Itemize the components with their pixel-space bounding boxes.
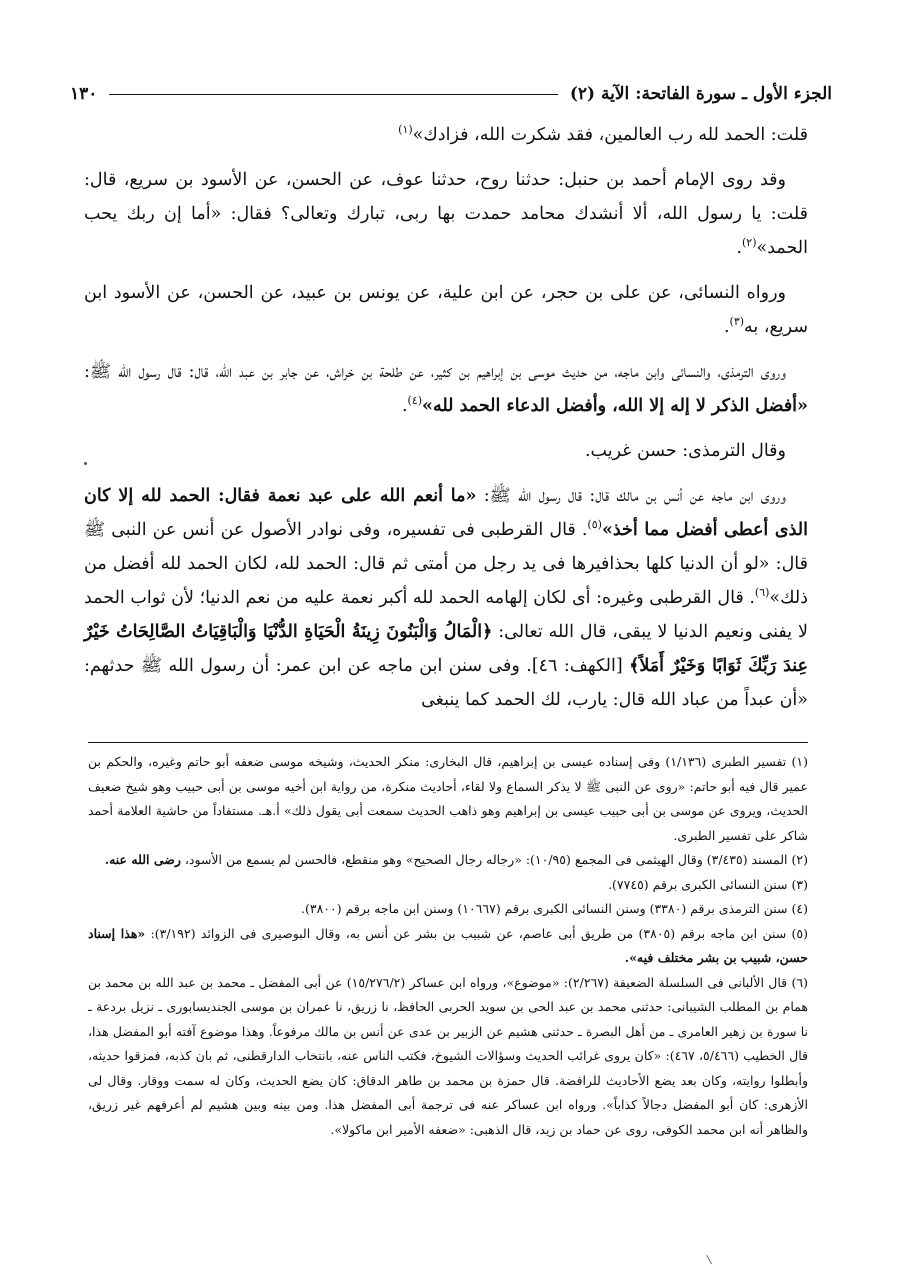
footnote-ref-3: (٣) — [729, 315, 745, 329]
paragraph-2-text: وقد روى الإمام أحمد بن حنبل: حدثنا روح، حدثنا عوف، عن الحسن، عن الأسود بن سريع، قال: قلت: يا رسول الله، ألا أنشدك محامد حمدت بها ربى، تبارك وتعالى؟ فقال: «أما إن ربك يحب الحمد» — [84, 170, 808, 258]
paragraph-4: وروى الترمذى، والنسائى وابن ماجه، من حديث موسى بن إبراهيم بن كثير، عن طلحة بن خراش، عن جابر بن عبد الله، قال: قال رسول الله ﷺ: «أفضل الذكر لا إله إلا الله، وأفضل الدعاء الحمد لله»$^{(٤)}$. — [84, 362, 808, 416]
paragraph-5-text: وقال الترمذى: حسن غريب. — [584, 441, 786, 461]
running-title: الجزء الأول ـ سورة الفاتحة: الآية (٢) — [569, 84, 832, 104]
paragraph-6-text-a: وروى ابن ماجه عن أنس بن مالك قال: قال رسول الله ﷺ: — [476, 486, 786, 506]
footnote-3: (٣) سنن النسائى الكبرى برقم (٧٧٤٥). — [608, 876, 808, 892]
footnote-ref-4: (٤) — [407, 394, 423, 408]
paragraph-6-text-c: . قال القرطبى فى تفسيره، وفى نوادر الأصول عن أنس عن النبى ﷺ قال: «لو أن الدنيا كلها بحذافيرها فى يد رجل من أمتى ثم قال: الحمد لله، لكان الحمد لله أفضل من ذلك» — [84, 520, 808, 608]
paragraph-1 — [84, 118, 808, 152]
footnote-ref-5: (٥) — [587, 518, 602, 532]
paragraph-6 — [84, 479, 808, 717]
footnote-ref-6: (٦) — [754, 586, 770, 600]
footnote-1: (١) تفسير الطبرى (١/١٣٦) وفى إسناده عيسى بن إبراهيم، قال البخارى: منكر الحديث، وشيخه موسى ضعفه أبو حاتم وغيره، والحكم بن عمير قال فيه أبو حاتم: «روى عن النبى ﷺ لا يذكر السماع ولا لقاء، أحاديث منكرة، من رواية ابن أخيه موسى بن أبى حبيب وهو شيخ ضعيف الحديث، ويروى عن موسى بن أبى حبيب عيسى بن إبراهيم وهو ذاهب الحديث سمعت أبى يقول ذلك» أ.هـ. مستفاداً من حاشية العلامة أحمد شاكر على تفسير الطبرى. — [88, 754, 808, 843]
footnote-5 — [88, 922, 808, 971]
main-text — [84, 118, 808, 728]
paragraph-4-text: وروى الترمذى، والنسائى وابن ماجه، من حديث موسى بن إبراهيم بن كثير، عن طلحة بن خراش، عن جابر بن عبد الله، قال: قال رسول الله ﷺ: — [84, 362, 786, 382]
paragraph-3-text: ورواه النسائى، عن على بن حجر، عن ابن علية، عن يونس بن عبيد، عن الحسن، عن الأسود ابن سريع، به — [84, 283, 808, 337]
footnote-5-bold: «هذا إسناد حسن، شبيب بن بشر مختلف فيه». — [88, 925, 808, 965]
footnote-2-text: (٢) المسند (٣/٤٣٥) وقال الهيثمى فى المجمع (١٠/٩٥): «رجاله رجال الصحيح» وهو منقطع، فالحسن لم يسمع من الأسود، — [180, 852, 808, 867]
footnote-rule — [88, 742, 808, 743]
footnote-6: (٦) قال الألبانى فى السلسلة الضعيفة (٢/٢٦٧): «موضوع»، ورواه ابن عساكر (١٥/٢٧٦/٢) عن أبى المفضل ـ محمد بن عبد الله بن محمد بن همام بن المطلب الشيبانى: حدثنى محمد بن عبد الحى بن سويد الحربى الحافظ، نا زريق، نا عمران بن موسى الجنديسابورى ـ نزيل بردعة ـ نا سورة بن زهير العامرى ـ من أهل البصرة ـ حدثنى هشيم عن الزبير بن عدى عن أنس بن مالك مرفوعاً. وهذا موضوع آفته أبو المفضل هذا، قال الخطيب (٥/٤٦٦، ٤٦٧): «كان يروى غرائب الحديث وسؤالات الشيوخ، فكتب الناس عنه، بانتخاب الدارقطنى، ثم بان كذبه، فمزقوا حديثه، وأبطلوا روايته، وكان بعد يضع الأحاديث للرافضة. قال حمزة بن محمد بن طاهر الدقاق: كان يضع الحديث، وكان له سمت ووقار. وقال لى الأزهرى: كان أبو المفضل دجالاً كذاباً». ورواه ابن عساكر عنه فى ترجمة أبى المفضل هذا. ومن بينه وبين هشيم لم أعرفهم غير زريق، والظاهر أنه ابن محمد الكوفى، روى عن حماد بن زيد، قال الذهبى: «ضعفه الأمير ابن ماكولا». — [88, 974, 809, 1137]
paragraph-1-text: قلت: الحمد لله رب العالمين، فقد شكرت الله، فزادك» — [412, 125, 808, 145]
footnotes — [88, 750, 808, 1142]
header-rule — [109, 94, 557, 95]
footnote-4: (٤) سنن الترمذى برقم (٣٣٨٠) وسنن النسائى الكبرى برقم (١٠٦٦٧) وسنن ابن ماجه برقم (٣٨٠٠). — [301, 901, 808, 916]
running-header — [70, 82, 832, 106]
hadith-quote-4: «أفضل الذكر لا إله إلا الله، وأفضل الدعاء الحمد لله» — [422, 396, 808, 416]
hadith-quote-5: «ما أنعم الله على عبد نعمة فقال: الحمد لله إلا كان الذى أعطى أفضل مما أخذ» — [84, 486, 808, 540]
footnote-ref-1: (١) — [398, 123, 413, 137]
paragraph-6-text-d: . قال القرطبى وغيره: أى لكان إلهامه الحمد لله أكبر نعمة عليه من نعم الدنيا؛ لأن ثواب الحمد لا يفنى ونعيم الدنيا لا يبقى، قال الله تعالى: — [84, 588, 808, 642]
page-number: ١٣٠ — [70, 84, 98, 104]
footnote-2 — [88, 848, 808, 873]
footnote-5-text: (٥) سنن ابن ماجه برقم (٣٨٠٥) من طريق أبى عاصم، عن شبيب بن بشر عن أنس به، وقال البوصيرى فى الزوائد (٣/١٩٢): — [145, 925, 808, 941]
paragraph-5 — [84, 434, 808, 468]
paragraph-3: ورواه النسائى، عن على بن حجر، عن ابن علية، عن يونس بن عبيد، عن الحسن، عن الأسود ابن سريع، به$^{(٣)}$. — [84, 283, 808, 337]
footnote-ref-2: (٢) — [741, 236, 757, 250]
paragraph-2: وقد روى الإمام أحمد بن حنبل: حدثنا روح، حدثنا عوف، عن الحسن، عن الأسود بن سريع، قال: قلت: يا رسول الله، ألا أنشدك محامد حمدت بها ربى، تبارك وتعالى؟ فقال: «أما إن ربك يحب الحمد»$^{(٢)}$. — [84, 170, 808, 258]
paragraph-6-text-f: [الكهف: ٤٦]. وفى سنن ابن ماجه عن ابن عمر: أن رسول الله ﷺ حدثهم: «أن عبداً من عباد الله قال: يارب، لك الحمد كما ينبغى — [84, 656, 808, 710]
quran-verse: ﴿الْمَالُ وَالْبَنُونَ زِينَةُ الْحَيَاةِ الدُّنْيَا وَالْبَاقِيَاتُ الصَّالِحَاتُ خَيْرٌ عِندَ رَبِّكَ ثَوَابًا وَخَيْرٌ أَمَلاً﴾ — [84, 622, 809, 676]
stray-mark — [701, 1255, 712, 1267]
footnote-2-bold: رضى الله عنه. — [104, 852, 181, 867]
